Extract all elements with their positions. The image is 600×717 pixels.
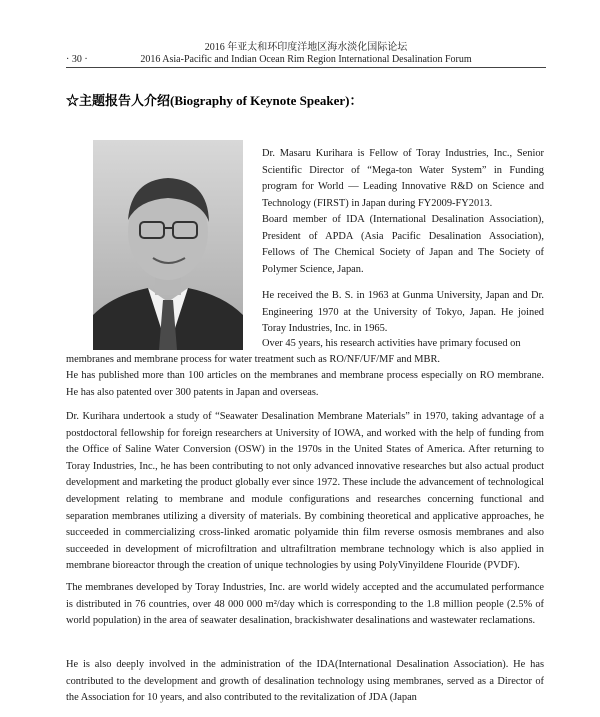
- page-number: · 30 ·: [66, 54, 88, 65]
- bio-paragraph-5: He has published more than 100 articles on the membranes and membrane process especially on RO membrane. He has also patented over 300 patents in Japan and overseas.: [66, 370, 544, 398]
- speaker-portrait: [93, 140, 243, 350]
- bio-paragraph-2: Board member of IDA (International Desalination Association), President of APDA (Asia Pacific Desalination Association), Fellows of The Chemical Society of Japan and The Society of Polymer Science, Japan.: [262, 214, 544, 275]
- header-english-title: 2016 Asia-Pacific and Indian Ocean Rim Region International Desalination Forum: [140, 54, 472, 65]
- header-chinese-title: 2016 年亚太和环印度洋地区海水淡化国际论坛: [204, 42, 408, 53]
- bio-paragraph-1: Dr. Masaru Kurihara is Fellow of Toray Industries, Inc., Senior Scientific Director of “Mega-ton Water System” in Funding program for World — Leading Innovative R&D on Science and Technology (FIRST) in Japan during FY2009-FY2013.: [262, 148, 544, 209]
- bio-paragraph-6: Dr. Kurihara undertook a study of “Seawater Desalination Membrane Materials” in 1970, taking advantage of a postdoctoral fellowship for foreign researchers at University of IOWA, and worked with the help of funding from the Office of Saline Water Conversion (OSW) in the 1970s in the United States of America. After returning to Toray Industries, Inc., he has been contributing to not only advanced innovative researches but also actual product development and marketing the product globally ever since 1972. These include the advancement of technological development relating to membrane and module configurations and researches concerning functional and separation membranes utilizing a diversity of materials. By combining theoretical and applicative approaches, he succeeded in commercializing cross-linked aromatic polyamide thin film reverse osmosis membranes and also succeeded in development of microfiltration and ultrafiltration membrane technology which is also applied in membrane bioreactor through the creation of unique technologies by using PolyVinyildene Flouride (PVDF).: [66, 411, 544, 572]
- header-rule: [66, 67, 546, 68]
- bio-paragraph-4-end: membranes and membrane process for water treatment such as RO/NF/UF/MF and MBR.: [66, 354, 440, 365]
- bio-paragraph-4-start: Over 45 years, his research activities have primary focused on: [262, 338, 521, 349]
- section-title: ☆主题报告人介绍(Biography of Keynote Speaker)：: [66, 93, 363, 108]
- bio-paragraph-3: He received the B. S. in 1963 at Gunma University, Japan and Dr. Engineering 1970 at the University of Tokyo, Japan. He joined Toray Industries, Inc. in 1965.: [262, 290, 544, 335]
- bio-paragraph-7: The membranes developed by Toray Industries, Inc. are world widely accepted and the accumulated performance is distributed in 76 countries, over 48 000 000 m²/day which is corresponding to the 1.8 million people (2.5% of world population) in the area of seawater desalination, brackishwater desalinations and wastewater reclamations.: [66, 582, 544, 627]
- bio-paragraph-8: He is also deeply involved in the administration of the IDA(International Desalination Association). He has contributed to the development and growth of desalination technology using membranes, served as a Director of the Association for 10 years, and also contributed to the revitalization of JDA (Japan: [66, 659, 544, 704]
- running-header: [66, 42, 546, 66]
